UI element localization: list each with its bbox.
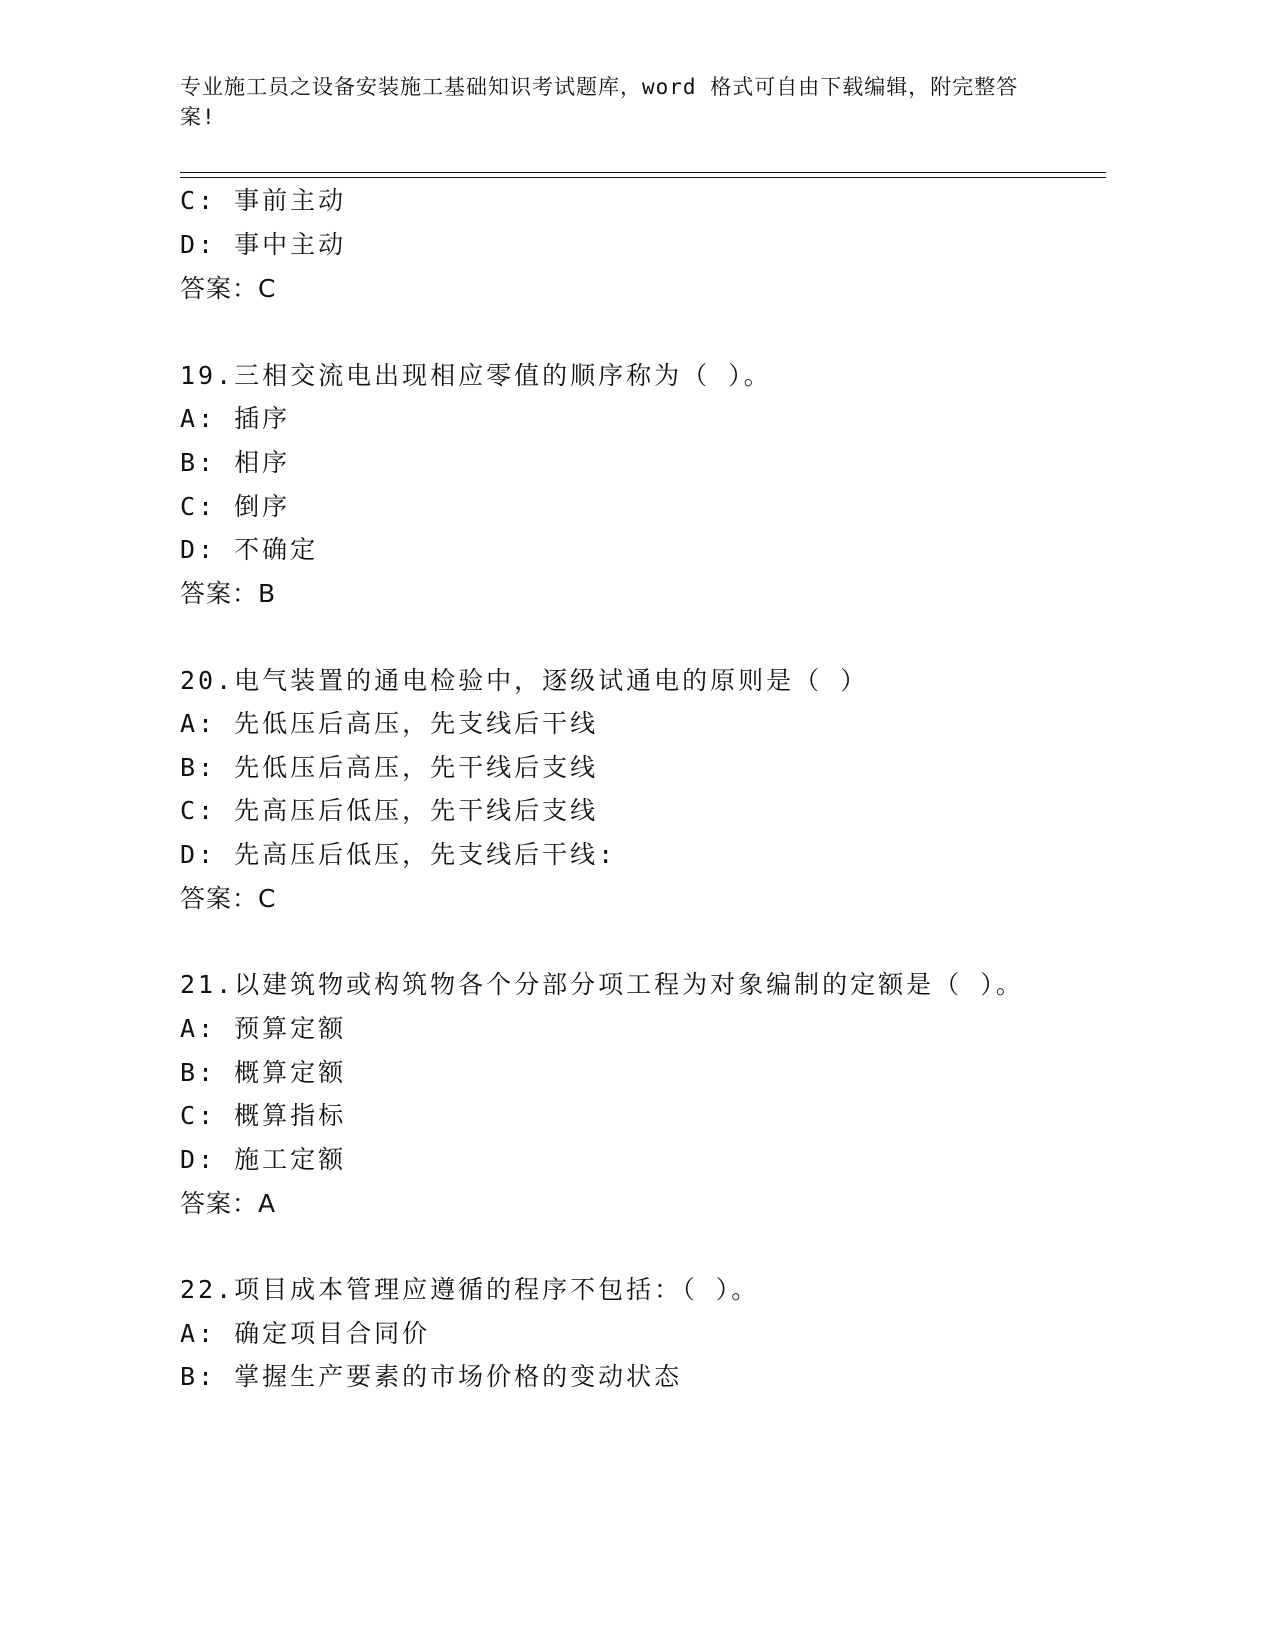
answer-line: 答案：A [180, 1189, 277, 1218]
option-line: B: 掌握生产要素的市场价格的变动状态 [180, 1362, 683, 1391]
option-line: A: 预算定额 [180, 1014, 347, 1043]
option-line: B: 概算定额 [180, 1058, 347, 1087]
option-line: C: 先高压后低压，先干线后支线 [180, 796, 599, 825]
header-divider-top [180, 172, 1106, 173]
header-divider-bottom [180, 177, 1106, 178]
answer-line: 答案：C [180, 274, 277, 303]
option-line: A: 先低压后高压，先支线后干线 [180, 709, 599, 738]
answer-line: 答案：B [180, 579, 277, 608]
answer-line: 答案：C [180, 884, 277, 913]
option-line: D: 施工定额 [180, 1145, 347, 1174]
option-line: B: 先低压后高压，先干线后支线 [180, 753, 599, 782]
question-line: 22.项目成本管理应遵循的程序不包括：（ ）。 [180, 1275, 760, 1304]
option-line: D: 事中主动 [180, 230, 347, 259]
option-line: C: 概算指标 [180, 1101, 347, 1130]
question-line: 21.以建筑物或构筑物各个分部分项工程为对象编制的定额是（ ）。 [180, 970, 1024, 999]
option-line: D: 先高压后低压，先支线后干线: [180, 840, 617, 869]
option-line: C: 事前主动 [180, 186, 347, 215]
document-header: 专业施工员之设备安装施工基础知识考试题库，word 格式可自由下载编辑，附完整答案! [180, 75, 1019, 129]
option-line: A: 确定项目合同价 [180, 1319, 431, 1348]
option-line: C: 倒序 [180, 492, 291, 521]
option-line: A: 插序 [180, 404, 291, 433]
question-line: 20.电气装置的通电检验中，逐级试通电的原则是（ ） [180, 666, 869, 695]
option-line: B: 相序 [180, 448, 291, 477]
option-line: D: 不确定 [180, 535, 319, 564]
question-line: 19.三相交流电出现相应零值的顺序称为（ ）。 [180, 361, 772, 390]
